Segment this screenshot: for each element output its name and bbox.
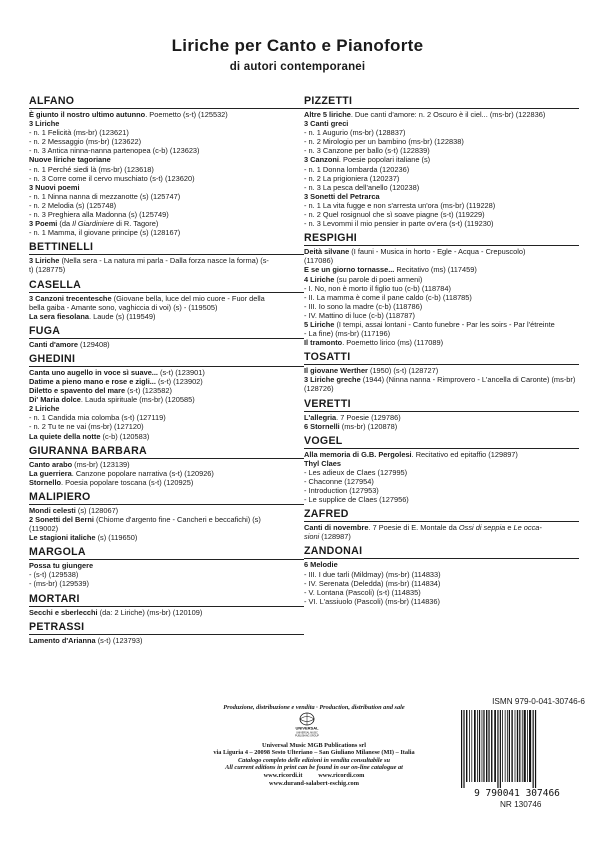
entry-text: - n. 3 Levommi il mio pensier in parte ov'era (s-t) (119230): [304, 219, 494, 229]
catalogue-entry-line: [304, 210, 579, 219]
composer-name: MORTARI: [29, 593, 304, 607]
catalogue-entry-line: [304, 486, 579, 495]
catalogue-entry-line: [29, 533, 304, 542]
entry-text: (s-t) (123902): [155, 376, 203, 386]
catalogue-entry-line: [304, 247, 579, 256]
entry-text: e: [505, 523, 514, 533]
entry-text: 3 Nuovi poemi: [29, 182, 80, 192]
catalogue-entry-line: [304, 128, 579, 137]
catalogue-entry-line: [29, 174, 304, 183]
catalogue-entry-line: [29, 137, 304, 146]
isbn-number: ISMN 979-0-041-30746-6: [492, 697, 585, 706]
composer-section: [29, 241, 304, 274]
composer-name: TOSATTI: [304, 351, 579, 365]
entry-text: Recitativo (ms) (117459): [394, 265, 477, 275]
entry-text: Diletto e spavento del mare: [29, 386, 126, 396]
catalogue-entry-line: [29, 201, 304, 210]
entry-text: - n. 1 Donna lombarda (120236): [304, 164, 410, 174]
catalogue-entry-line: [29, 192, 304, 201]
entry-text: - n. 1 Felicità (ms-br) (123621): [29, 128, 129, 138]
catalogue-entry-line: [304, 119, 579, 128]
catalogue-entry-line: [304, 265, 579, 274]
entry-text: Alla memoria di G.B. Pergolesi: [304, 449, 412, 459]
entry-text: . 7 Poesie di E. Montale da: [368, 523, 459, 533]
entry-text: Canto arabo: [29, 459, 73, 469]
catalogue-entry-line: [29, 128, 304, 137]
catalogue-entry-line: [304, 588, 579, 597]
catalogue-entry-line: [29, 210, 304, 219]
catalogue-entry-line: [29, 386, 304, 395]
composer-section: [29, 621, 304, 645]
catalogue-entry-line: [304, 523, 579, 532]
entry-text: sioni: [304, 532, 320, 542]
catalogue-entry-line: [29, 165, 304, 174]
entry-text: Il Giardiniere: [72, 219, 115, 229]
entry-text: - La fine) (ms-br) (117196): [304, 329, 391, 339]
catalogue-entry-line: [29, 265, 304, 274]
svg-text:UNIVERSAL: UNIVERSAL: [295, 725, 319, 731]
composer-section: [304, 351, 579, 393]
entry-text: (Giovane bella, luce del mio cuore - Fuor della: [111, 293, 265, 303]
entry-text: Nuove liriche tagoriane: [29, 155, 111, 165]
entry-text: - n. 3 Preghiera alla Madonna (s) (125749): [29, 210, 169, 220]
catalogue-entry-line: [29, 294, 304, 303]
isbn-block: [455, 697, 585, 809]
entry-text: (Chiome d'argento fine - Cancheri e beccafichi) (s): [93, 515, 261, 524]
publisher-catalogue-en: All current editions in print can be found in our on-line catalogue at: [225, 764, 403, 772]
entry-text: . Poemetto (s-t) (125532): [145, 110, 228, 119]
composer-name: GHEDINI: [29, 353, 304, 367]
svg-text:9 790041 307466: 9 790041 307466: [474, 788, 560, 798]
entry-text: 5 Liriche: [304, 319, 335, 329]
barcode-icon: [455, 710, 585, 798]
catalogue-entry-line: [29, 422, 304, 431]
nr-code: NR 130746: [500, 800, 542, 809]
composer-name: FUGA: [29, 325, 304, 339]
catalogue-entry-line: [304, 311, 579, 320]
entry-text: . Lauda spirituale (ms-br) (120585): [80, 395, 195, 405]
composer-name: CASELLA: [29, 279, 304, 293]
entry-text: - n. 1 Mamma, il giovane principe (s) (128167): [29, 228, 181, 238]
entry-text: Ossi di seppia: [458, 523, 506, 533]
entry-text: (s) (119650): [95, 533, 138, 543]
composer-name: MARGOLA: [29, 546, 304, 560]
catalogue-entry-line: [29, 478, 304, 487]
composer-name: ZANDONAI: [304, 545, 579, 559]
entry-text: - n. 3 Corre come il cervo muschiato (s-t) (123620): [29, 173, 195, 183]
entry-text: Canti di novembre: [304, 523, 369, 533]
catalogue-entry-line: [29, 524, 304, 533]
entry-text: - Le supplice de Claes (127956): [304, 495, 409, 505]
entry-text: - n. 1 Candida mia colomba (s-t) (127119): [29, 413, 166, 423]
catalogue-entry-line: [29, 469, 304, 478]
entry-text: . Poemetto lirico (ms) (117089): [342, 338, 444, 348]
entry-text: 3 Liriche greche: [304, 375, 361, 385]
catalogue-entry-line: [29, 579, 304, 588]
catalogue-entry-line: [29, 636, 304, 645]
entry-text: - VI. L'assiuolo (Pascoli) (ms-br) (114836): [304, 596, 440, 606]
entry-text: Stornello: [29, 477, 62, 487]
catalogue-entry-line: [29, 155, 304, 164]
entry-text: (ms-br) (120878): [339, 421, 398, 431]
catalogue-entry-line: [304, 302, 579, 311]
catalogue-entry-line: [304, 320, 579, 329]
entry-text: Le occa-: [513, 523, 542, 533]
catalogue-entry-line: [29, 228, 304, 237]
entry-text: . Canzone popolare narrativa (s-t) (120926): [71, 468, 214, 478]
entry-text: La quiete della notte: [29, 431, 101, 441]
catalogue-entry-line: [29, 608, 304, 617]
entry-text: È giunto il nostro ultimo autunno: [29, 110, 146, 119]
publisher-catalogue-it: Catalogo completo delle edizioni in vendita consultabile su: [237, 756, 390, 764]
entry-text: (ms-br) (123139): [72, 459, 130, 469]
entry-text: 3 Canzoni: [304, 155, 339, 165]
catalogue-entry-line: [29, 183, 304, 192]
catalogue-entry-line: [29, 413, 304, 422]
entry-text: - Chaconne (127954): [304, 477, 374, 486]
entry-text: - III. I due tarli (Mildmay) (ms-br) (114833): [304, 569, 441, 579]
entry-text: 4 Liriche: [304, 274, 335, 284]
composer-section: [29, 279, 304, 321]
entry-text: Mondi celesti: [29, 505, 76, 515]
catalogue-entry-line: [304, 284, 579, 293]
catalogue-entry-line: [304, 329, 579, 338]
entry-text: (128726): [304, 384, 334, 394]
svg-text:PUBLISHING GROUP: PUBLISHING GROUP: [295, 734, 319, 738]
catalogue-entry-line: [304, 338, 579, 347]
catalogue-entry-line: [304, 384, 579, 393]
publisher-distribution-line: Produzione, distribuzione e vendita · Production, distribution and sale: [223, 704, 405, 711]
catalogue-entry-line: [29, 432, 304, 441]
catalogue-entry-line: [304, 477, 579, 486]
page-subtitle: di autori contemporanei: [229, 61, 366, 73]
entry-text: - IV. Serenata (Deledda) (ms-br) (114834): [304, 578, 441, 588]
entry-text: (s-t) (123582): [125, 386, 172, 396]
entry-text: (129408): [78, 339, 110, 349]
catalogue-entry-line: [29, 219, 304, 228]
catalogue-entry-line: [29, 303, 304, 312]
entry-text: Canta uno augello in voce sì suave...: [29, 367, 158, 377]
entry-text: - n. 3 La pesca dell'anello (120238): [304, 182, 420, 192]
catalogue-entry-line: [29, 312, 304, 321]
composer-name: VOGEL: [304, 435, 579, 449]
composer-section: [29, 593, 304, 617]
entry-text: L'allegria: [304, 412, 337, 422]
composer-section: [29, 491, 304, 542]
composer-name: PETRASSI: [29, 621, 304, 635]
catalogue-entry-line: [29, 340, 304, 349]
entry-text: 3 Canzoni trecentesche: [29, 293, 112, 303]
entry-text: (Nella sera - La natura mi parla - Dalla forza nasce la forma) (s-: [59, 256, 269, 266]
catalogue-entry-line: [29, 119, 304, 128]
entry-text: - n. 2 Mirologio per un bambino (ms-br) (122838): [304, 137, 464, 147]
catalogue-entry-line: [304, 192, 579, 201]
entry-text: - n. 2 Melodia (s) (125748): [29, 200, 117, 210]
composer-section: [29, 95, 304, 237]
catalogue-entry-line: [304, 450, 579, 459]
catalogue-entry-line: [304, 570, 579, 579]
entry-text: . Due canti d'amore: n. 2 Oscuro è il ciel... (ms-br) (122836): [350, 110, 546, 119]
publisher-name: Universal Music MGB Publications srl: [262, 741, 366, 749]
entry-text: (I fauni - Musica in horto - Egle - Acqua - Crepuscolo): [349, 247, 526, 257]
catalogue-entry-line: [304, 137, 579, 146]
catalogue-entry-line: [304, 256, 579, 265]
universal-logo-icon: [287, 710, 327, 738]
entry-text: - IV. Mattino di luce (c-b) (118787): [304, 310, 415, 320]
entry-text: 3 Liriche: [29, 119, 60, 129]
catalogue-entry-line: [304, 422, 579, 431]
catalogue-entry-line: [29, 368, 304, 377]
catalogue-entry-line: [304, 560, 579, 569]
right-column: [304, 95, 579, 610]
catalogue-entry-line: [304, 532, 579, 541]
composer-name: GIURANNA BARBARA: [29, 445, 304, 459]
catalogue-entry-line: [29, 377, 304, 386]
catalogue-entry-line: [304, 165, 579, 174]
composer-section: [29, 353, 304, 441]
catalogue-entry-line: [29, 146, 304, 155]
entry-text: (c-b) (120583): [100, 431, 150, 441]
entry-text: Lamento d'Arianna: [29, 635, 96, 645]
catalogue-entry-line: [29, 110, 304, 119]
entry-text: - (s-t) (129538): [29, 570, 79, 580]
publisher-website-durand[interactable]: www.durand-salabert-eschig.com: [269, 779, 359, 787]
entry-text: bella gaiba - Amante sono, vaghiccia di voi) (s) - (119505): [29, 302, 218, 312]
entry-text: (128987): [319, 532, 351, 542]
entry-text: t) (128775): [29, 265, 66, 275]
entry-text: 6 Melodie: [304, 560, 338, 570]
catalogue-entry-line: [304, 375, 579, 384]
entry-text: Deità silvane: [304, 247, 350, 257]
entry-text: di R. Tagore): [114, 219, 159, 229]
entry-text: - n. 2 La prigioniera (120237): [304, 173, 400, 183]
catalogue-entry-line: [304, 146, 579, 155]
entry-text: (da: [57, 219, 73, 229]
entry-text: (I tempi, assai lontani - Canto funebre - Par les soirs - Par l'étreinte: [334, 319, 555, 329]
catalogue-entry-line: [29, 561, 304, 570]
composer-name: VERETTI: [304, 398, 579, 412]
entry-text: 3 Canti greci: [304, 119, 349, 129]
composer-name: ALFANO: [29, 95, 304, 109]
entry-text: . Laude (s) (119549): [88, 311, 156, 321]
composer-section: [304, 398, 579, 431]
entry-text: - (ms-br) (129539): [29, 579, 89, 589]
entry-text: (da: 2 Liriche) (ms-br) (120109): [97, 607, 203, 617]
entry-text: Il giovane Werther: [304, 366, 368, 376]
composer-name: BETTINELLI: [29, 241, 304, 255]
entry-text: (1944) (Ninna nanna - Rimprovero - L'ancella di Caronte) (ms-br): [360, 375, 576, 385]
entry-text: . Poesie popolari italiane (s): [338, 155, 431, 165]
entry-text: . Recitativo ed epitaffio (129897): [411, 449, 518, 459]
svg-text:UNIVERSAL MUSIC: UNIVERSAL MUSIC: [296, 731, 318, 735]
entry-text: - n. 2 Tu te ne vai (ms-br) (127120): [29, 422, 144, 432]
catalogue-entry-line: [29, 506, 304, 515]
catalogue-entry-line: [304, 366, 579, 375]
entry-text: - n. 3 Antica ninna-nanna partenopea (c-b) (123623): [29, 146, 200, 156]
entry-text: Canti d'amore: [29, 339, 78, 349]
entry-text: (1950) (s-t) (128727): [367, 366, 439, 376]
entry-text: - III. Io sono la madre (c-b) (118786): [304, 301, 423, 311]
composer-section: [29, 325, 304, 349]
catalogue-entry-line: [29, 460, 304, 469]
catalogue-entry-line: [304, 579, 579, 588]
entry-text: (su parole di poeti armeni): [334, 274, 423, 284]
entry-text: 3 Sonetti del Petrarca: [304, 191, 380, 201]
catalogue-entry-line: [29, 570, 304, 579]
catalogue-entry-line: [29, 256, 304, 265]
entry-text: 3 Poemi: [29, 219, 58, 229]
composer-name: RESPIGHI: [304, 232, 579, 246]
entry-text: (117086): [304, 256, 334, 266]
catalogue-entry-line: [304, 174, 579, 183]
entry-text: Altre 5 liriche: [304, 110, 351, 119]
entry-text: - II. La mamma è come il pane caldo (c-b) (118785): [304, 292, 472, 302]
page-title: Liriche per Canto e Pianoforte: [171, 36, 424, 55]
entry-text: La sera fiesolana: [29, 311, 89, 321]
composer-section: [29, 546, 304, 588]
catalogue-entry-line: [304, 275, 579, 284]
catalogue-entry-line: [304, 495, 579, 504]
entry-text: 2 Sonetti del Berni: [29, 515, 94, 524]
composer-section: [304, 95, 579, 228]
catalogue-entry-line: [304, 201, 579, 210]
catalogue-entry-line: [29, 395, 304, 404]
entry-text: Possa tu giungere: [29, 561, 94, 571]
entry-text: - V. Lontana (Pascoli) (s-t) (114835): [304, 587, 421, 597]
composer-section: [29, 445, 304, 487]
entry-text: Il tramonto: [304, 338, 343, 348]
composer-section: [304, 232, 579, 347]
entry-text: - n. 1 Perché siedi là (ms-br) (123618): [29, 164, 154, 174]
catalogue-entry-line: [304, 413, 579, 422]
catalogue-entry-line: [304, 597, 579, 606]
entry-text: - n. 3 Canzone per ballo (s-t) (122839): [304, 146, 430, 156]
catalogue-entry-line: [304, 293, 579, 302]
entry-text: Thyl Claes: [304, 458, 341, 468]
entry-text: (119002): [29, 524, 59, 534]
entry-text: . Poesia popolare toscana (s-t) (120925): [61, 477, 194, 487]
entry-text: Secchi e sberlecchi: [29, 607, 98, 617]
catalogue-entry-line: [29, 515, 304, 524]
entry-text: - Les adieux de Claes (127995): [304, 467, 408, 477]
publisher-address: via Liguria 4 – 20098 Sesto Ulteriano – San Giuliano Milanese (MI) – Italia: [213, 749, 415, 757]
catalogue-entry-line: [304, 219, 579, 228]
entry-text: (s-t) (123901): [157, 367, 205, 377]
entry-text: - n. 1 Ninna nanna di mezzanotte (s) (125747): [29, 191, 181, 201]
catalogue-entry-line: [29, 404, 304, 413]
entry-text: Di' Maria dolce: [29, 395, 81, 405]
composer-section: [304, 508, 579, 541]
entry-text: (s-t) (123793): [95, 635, 143, 645]
entry-text: - I. No, non è morto il figlio tuo (c-b) (118784): [304, 283, 451, 293]
publisher-website-links[interactable]: www.ricordi.it www.ricordi.com: [263, 771, 365, 779]
catalogue-entry-line: [304, 459, 579, 468]
catalogue-entry-line: [304, 183, 579, 192]
catalogue-entry-line: [304, 155, 579, 164]
catalogue-entry-line: [304, 468, 579, 477]
entry-text: E se un giorno tornasse...: [304, 265, 395, 275]
entry-text: Datime a pieno mano e rose e zigli...: [29, 376, 156, 386]
entry-text: . 7 Poesie (129786): [336, 412, 401, 422]
entry-text: - n. 1 La vita fugge e non s'arresta un'ora (ms-br) (119228): [304, 200, 496, 210]
entry-text: - n. 1 Augurio (ms-br) (128837): [304, 128, 406, 138]
catalogue-entry-line: [304, 110, 579, 119]
entry-text: (s) (128067): [75, 505, 119, 515]
composer-section: [304, 545, 579, 605]
entry-text: - n. 2 Messaggio (ms-br) (123622): [29, 137, 142, 147]
entry-text: La guerriera: [29, 468, 72, 478]
entry-text: Le stagioni italiche: [29, 533, 96, 543]
entry-text: 2 Liriche: [29, 404, 60, 414]
entry-text: - Introduction (127953): [304, 486, 379, 496]
composer-name: MALIPIERO: [29, 491, 304, 505]
composer-name: PIZZETTI: [304, 95, 579, 109]
composer-section: [304, 435, 579, 505]
entry-text: 6 Stornelli: [304, 421, 340, 431]
left-column: [29, 95, 304, 649]
entry-text: - n. 2 Quel rosignuol che sì soave piagne (s-t) (119229): [304, 210, 485, 220]
composer-name: ZAFRED: [304, 508, 579, 522]
entry-text: 3 Liriche: [29, 256, 60, 266]
